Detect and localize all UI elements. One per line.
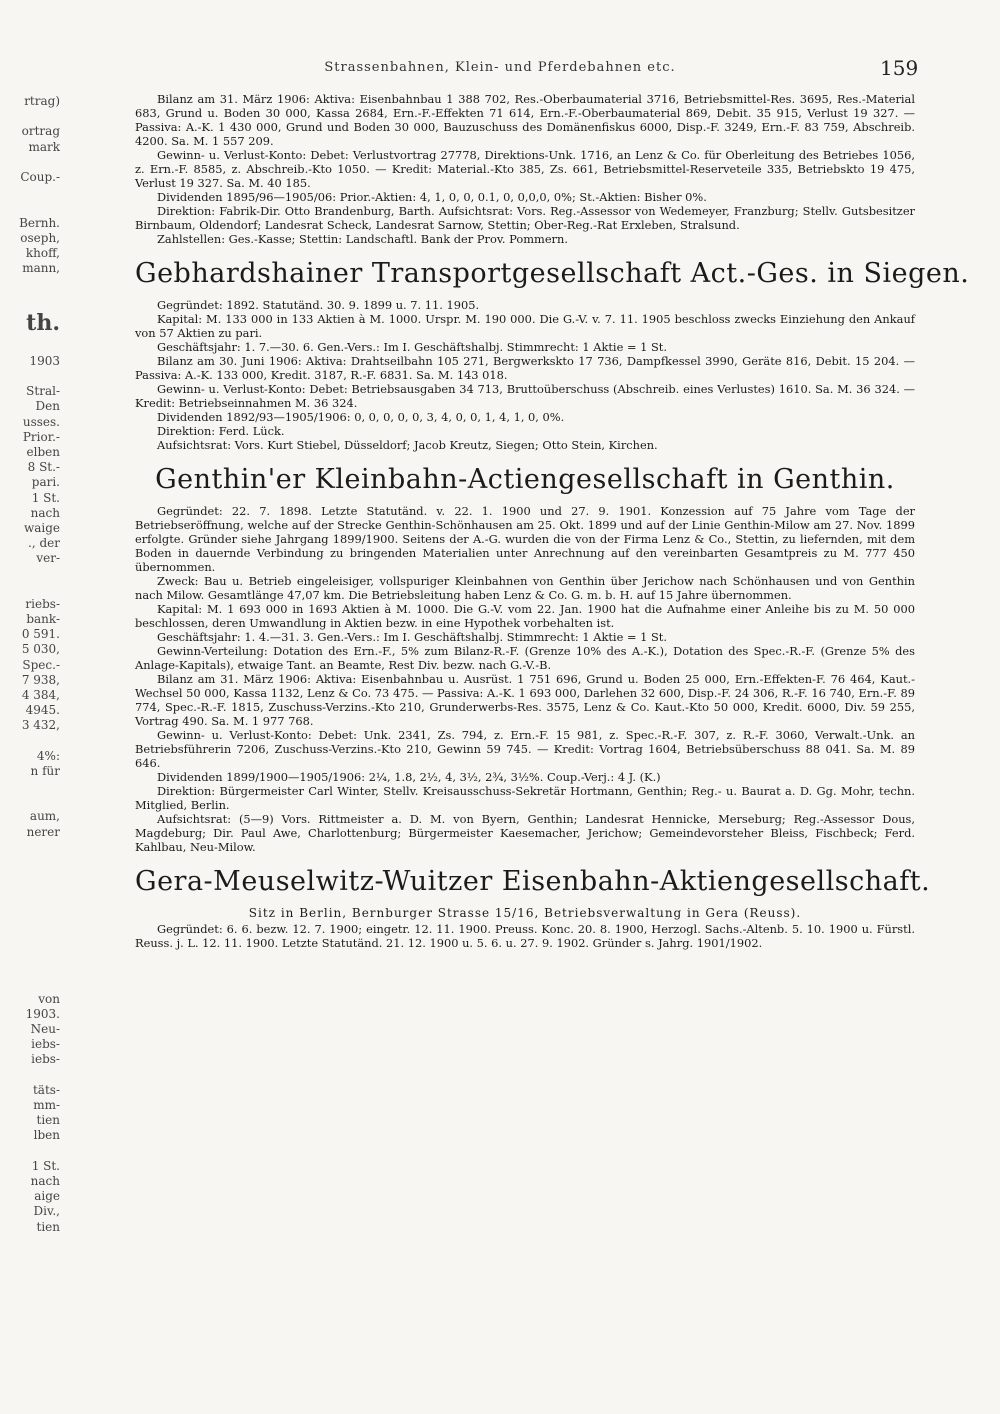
margin-fragment bbox=[0, 566, 60, 581]
margin-fragment bbox=[0, 916, 60, 931]
bilanz-paragraph: Bilanz am 30. Juni 1906: Aktiva: Drahtseilbahn 105 271, Bergwerkskto 17 736, Dampfkessel 3990, Geräte 816, Debit. 15 204. — Passiva: A.-K. 133 000, Kredit. 3187, R.-F. 6831. Sa. M. 143 018. bbox=[135, 354, 915, 382]
margin-fragment: Bernh. bbox=[19, 215, 60, 230]
margin-fragment: lben bbox=[33, 1128, 60, 1143]
margin-fragment bbox=[0, 977, 60, 992]
margin-fragment: aige bbox=[34, 1189, 60, 1204]
margin-fragment bbox=[0, 870, 60, 885]
previous-page-margin bbox=[0, 94, 60, 1235]
gegruendet-paragraph: Gegründet: 6. 6. bezw. 12. 7. 1900; eingetr. 12. 11. 1900. Preuss. Konc. 20. 8. 1900, Herzogl. Sachs.-Altenb. 5. 10. 1900 u. Fürstl. Reuss. j. L. 12. 11. 1900. Letzte Statutänd. 21. 12. 1900 u. 5. 6. u. 27. 9. 1902. Gründer s. Jahrg. 1901/1902. bbox=[135, 922, 915, 950]
margin-fragment bbox=[0, 1068, 60, 1083]
dividenden-paragraph: Dividenden 1895/96—1905/06: Prior.-Aktien: 4, 1, 0, 0, 0.1, 0, 0,0,0, 0%; St.-Aktien: Bisher 0%. bbox=[157, 190, 707, 204]
margin-fragment bbox=[0, 339, 60, 354]
margin-fragment: 4 384, bbox=[21, 687, 60, 702]
margin-fragment: nach bbox=[30, 1173, 60, 1188]
gewinn-paragraph: Gewinn- u. Verlust-Konto: Debet: Unk. 2341, Zs. 794, z. Ern.-F. 15 981, z. Spec.-R.-F. 307, z. R.-F. 3060, Verwalt.-Unk. an Betriebsführerin 7206, Zuschuss-Verzins.-Kto 210, Gewinn 59 745. — Kredit: Vortrag 1604, Betriebsüberschuss 88 041. Sa. M. 89 646. bbox=[135, 728, 915, 770]
margin-fragment bbox=[0, 901, 60, 916]
direktion-paragraph: Direktion: Ferd. Lück. bbox=[157, 424, 285, 438]
margin-fragment: ver- bbox=[36, 551, 60, 566]
dividenden-paragraph: Dividenden 1899/1900—1905/1906: 2¼, 1.8, 2½, 4, 3½, 2¾, 3½%. Coup.-Verj.: 4 J. (K.) bbox=[157, 770, 661, 784]
margin-fragment: täts- bbox=[32, 1082, 60, 1097]
page-number: 159 bbox=[880, 56, 919, 80]
margin-fragment bbox=[0, 840, 60, 855]
margin-fragment: Coup.- bbox=[20, 169, 60, 184]
margin-fragment: 7 938, bbox=[21, 672, 60, 687]
margin-fragment: 8 St.- bbox=[27, 460, 60, 475]
zweck-paragraph: Zweck: Bau u. Betrieb eingeleisiger, vollspuriger Kleinbahnen von Genthin über Jerichow nach Schönhausen und von Genthin nach Milow. Gesamtlänge 47,07 km. Die Betriebsleitung haben Lenz & Co. G. m. b. H. auf 15 Jahre übernommen. bbox=[135, 574, 915, 602]
company-entry-gera-meuselwitz bbox=[135, 864, 931, 950]
company-entry-continued bbox=[135, 92, 915, 246]
aufsichtsrat-paragraph: Aufsichtsrat: (5—9) Vors. Rittmeister a. D. M. von Byern, Genthin; Landesrat Hennicke, Merseburg; Reg.-Assessor Dous, Magdeburg; Dir. Paul Awe, Charlottenburg; Bürgermeister Kaesemacher, Jerichow; Gemeindevorsteher Bleiss, Fischbeck; Ferd. Kahlbau, Neu-Milow. bbox=[135, 812, 915, 854]
margin-fragment: riebs- bbox=[25, 596, 60, 611]
margin-fragment bbox=[0, 155, 60, 170]
dividenden-paragraph: Dividenden 1892/93—1905/1906: 0, 0, 0, 0, 0, 3, 4, 0, 0, 1, 4, 1, 0, 0%. bbox=[157, 410, 565, 424]
margin-fragment: 1903 bbox=[29, 353, 60, 368]
zahlstellen-paragraph: Zahlstellen: Ges.-Kasse; Stettin: Landschaftl. Bank der Prov. Pommern. bbox=[157, 232, 568, 246]
company-title: Genthin'er Kleinbahn-Actiengesellschaft in Genthin. bbox=[155, 464, 895, 495]
margin-fragment bbox=[0, 109, 60, 124]
bilanz-paragraph: Bilanz am 31. März 1906: Aktiva: Eisenbahnbau 1 388 702, Res.-Oberbaumaterial 3716, Betriebsmittel-Res. 3695, Res.-Material 683, Grund u. Boden 30 000, Kassa 2684, Ern.-F.-Effekten 71 614, Ern.-F.-Oberbaumaterial 869, Debit. 35 915, Verlust 19 327. — Passiva: A.-K. 1 430 000, Grund und Boden 30 000, Bauzuschuss des Domänenfiskus 6000, Disp.-F. 3249, Ern.-F. 83 759, Abschreib. 4200. Sa. M. 1 557 209. bbox=[135, 92, 915, 148]
margin-fragment: oseph, bbox=[20, 230, 60, 245]
margin-fragment bbox=[0, 946, 60, 961]
margin-fragment bbox=[0, 291, 60, 306]
geschaeftsjahr-paragraph: Geschäftsjahr: 1. 7.—30. 6. Gen.-Vers.: Im I. Geschäftshalbj. Stimmrecht: 1 Aktie = 1 St. bbox=[157, 340, 667, 354]
margin-fragment: von bbox=[38, 991, 60, 1006]
margin-fragment: 1 St. bbox=[31, 490, 60, 505]
margin-fragment bbox=[0, 885, 60, 900]
margin-fragment bbox=[0, 779, 60, 794]
margin-fragment: elben bbox=[26, 444, 60, 459]
company-title: Gera-Meuselwitz-Wuitzer Eisenbahn-Aktiengesellschaft. bbox=[135, 866, 931, 897]
margin-fragment: mm- bbox=[33, 1098, 60, 1112]
margin-fragment: mark bbox=[28, 139, 60, 154]
margin-fragment: th. bbox=[26, 309, 60, 336]
kapital-paragraph: Kapital: M. 1 693 000 in 1693 Aktien à M. 1000. Die G.-V. vom 22. Jan. 1900 hat die Aufnahme einer Anleihe bis zu M. 50 000 beschlossen, deren Umwandlung in Aktien bezw. in eine Hypothek vorbehalten ist. bbox=[135, 602, 915, 630]
company-title: Gebhardshainer Transportgesellschaft Act.-Ges. in Siegen. bbox=[135, 258, 970, 289]
margin-fragment: 3 432, bbox=[21, 718, 60, 733]
margin-fragment bbox=[0, 1144, 60, 1159]
gegruendet-paragraph: Gegründet: 1892. Statutänd. 30. 9. 1899 u. 7. 11. 1905. bbox=[157, 298, 480, 312]
margin-fragment: nerer bbox=[26, 824, 60, 839]
sitz-line: Sitz in Berlin, Bernburger Strasse 15/16, Betriebsverwaltung in Gera (Reuss). bbox=[248, 906, 802, 920]
margin-fragment: ortrag bbox=[21, 124, 60, 139]
margin-fragment: rtrag) bbox=[24, 94, 60, 108]
company-entry-gebhardshainer bbox=[135, 256, 970, 452]
margin-fragment: ., der bbox=[28, 536, 60, 551]
margin-fragment bbox=[0, 185, 60, 200]
margin-fragment: nach bbox=[30, 505, 60, 520]
geschaeftsjahr-paragraph: Geschäftsjahr: 1. 4.—31. 3. Gen.-Vers.: Im I. Geschäftshalbj. Stimmrecht: 1 Aktie = 1 St. bbox=[157, 630, 667, 644]
direktion-paragraph: Direktion: Fabrik-Dir. Otto Brandenburg, Barth. Aufsichtsrat: Vors. Reg.-Assessor von Wedemeyer, Franzburg; Stellv. Gutsbesitzer Birnbaum, Oldendorf; Landesrat Scheck, Landesrat Sarnow, Stettin; Ober-Reg.-Rat Erxleben, Stralsund. bbox=[135, 204, 915, 232]
margin-fragment: bank- bbox=[26, 612, 60, 626]
margin-fragment bbox=[0, 582, 60, 597]
margin-fragment: mann, bbox=[22, 261, 60, 276]
gewinn-paragraph: Gewinn- u. Verlust-Konto: Debet: Verlustvortrag 27778, Direktions-Unk. 1716, an Lenz & Co. für Oberleitung des Betriebes 1056, z. Ern.-F. 8585, z. Abschreib.-Kto 1050. — Kredit: Material.-Kto 385, Zs. 661, Betriebsmittel-Reserveteile 335, Betriebskto 19 475, Verlust 19 327. Sa. M. 40 185. bbox=[135, 148, 915, 190]
margin-fragment: 4%: bbox=[36, 748, 60, 763]
margin-fragment bbox=[0, 734, 60, 749]
margin-fragment: khoff, bbox=[25, 245, 60, 260]
page-content bbox=[135, 92, 970, 960]
margin-fragment: Stral- bbox=[26, 384, 60, 399]
margin-fragment: aum, bbox=[29, 809, 60, 824]
margin-fragment bbox=[0, 961, 60, 976]
margin-fragment: n für bbox=[30, 763, 60, 778]
margin-fragment: 0 591. bbox=[21, 627, 60, 642]
margin-fragment: Den bbox=[35, 399, 60, 414]
company-entry-genthiner bbox=[135, 462, 915, 854]
margin-fragment: waige bbox=[23, 520, 60, 535]
gegruendet-paragraph: Gegründet: 22. 7. 1898. Letzte Statutänd. v. 22. 1. 1900 und 27. 9. 1901. Konzession auf 75 Jahre vom Tage der Betriebseröffnung, welche auf der Strecke Genthin-Schönhausen am 25. Okt. 1899 und auf der Linie Genthin-Milow am 27. Nov. 1899 erfolgte. Gründer siehe Jahrgang 1899/1900. Seitens der A.-G. wurden die von der Firma Lenz & Co., Stettin, zu liefernden, mit dem Boden in dauernde Verbindung zu bringenden Materialien unter Anrechnung auf den vereinbarten Gesamtpreis zu M. 777 450 übernommen. bbox=[135, 504, 915, 574]
margin-fragment bbox=[0, 794, 60, 809]
margin-fragment: 1903. bbox=[25, 1006, 60, 1021]
gewinnverteilung-paragraph: Gewinn-Verteilung: Dotation des Ern.-F., 5% zum Bilanz-R.-F. (Grenze 10% des A.-K.), Dotation des Spec.-R.-F. (Grenze 5% des Anlage-Kapitals), etwaige Tant. an Beamte, Rest Div. bezw. nach G.-V.-B. bbox=[135, 644, 915, 672]
margin-fragment bbox=[0, 369, 60, 384]
margin-fragment bbox=[0, 276, 60, 291]
margin-fragment bbox=[0, 931, 60, 946]
gewinn-paragraph: Gewinn- u. Verlust-Konto: Debet: Betriebsausgaben 34 713, Bruttoüberschuss (Abschreib. eines Verlustes) 1610. Sa. M. 36 324. — Kredit: Betriebseinnahmen M. 36 324. bbox=[135, 382, 915, 410]
kapital-paragraph: Kapital: M. 133 000 in 133 Aktien à M. 1000. Urspr. M. 190 000. Die G.-V. v. 7. 11. 1905 beschloss zwecks Einziehung den Ankauf von 57 Aktien zu pari. bbox=[135, 312, 915, 340]
bilanz-paragraph: Bilanz am 31. März 1906: Aktiva: Eisenbahnbau u. Ausrüst. 1 751 696, Grund u. Boden 25 000, Ern.-Effekten-F. 76 464, Kaut.-Wechsel 50 000, Kassa 1132, Lenz & Co. 73 475. — Passiva: A.-K. 1 693 000, Darlehen 32 600, Disp.-F. 24 306, R.-F. 16 740, Ern.-F. 89 774, Spec.-R.-F. 1815, Zuschuss-Verzins.-Kto 210, Grunderwerbs-Res. 3575, Lenz & Co. Kaut.-Kto 50 000, Kredit. 6000, Div. 59 255, Vortrag 490. Sa. M. 1 977 768. bbox=[135, 672, 915, 728]
margin-fragment: tien bbox=[36, 1113, 60, 1128]
margin-fragment: 5 030, bbox=[21, 642, 60, 657]
aufsichtsrat-paragraph: Aufsichtsrat: Vors. Kurt Stiebel, Düsseldorf; Jacob Kreutz, Siegen; Otto Stein, Kirchen. bbox=[157, 438, 658, 452]
margin-fragment: iebs- bbox=[31, 1037, 60, 1052]
margin-fragment bbox=[0, 200, 60, 215]
margin-fragment bbox=[0, 855, 60, 870]
margin-fragment: Neu- bbox=[30, 1022, 60, 1037]
margin-fragment: 4945. bbox=[25, 703, 60, 718]
margin-fragment: iebs- bbox=[31, 1052, 60, 1067]
margin-fragment: tien bbox=[36, 1219, 60, 1234]
margin-fragment: Spec.- bbox=[22, 657, 60, 672]
margin-fragment: Prior.- bbox=[22, 429, 60, 444]
margin-fragment: 1 St. bbox=[31, 1158, 60, 1173]
margin-fragment: Div., bbox=[33, 1204, 60, 1219]
margin-fragment: usses. bbox=[22, 414, 60, 429]
direktion-paragraph: Direktion: Bürgermeister Carl Winter, Stellv. Kreisausschuss-Sekretär Hortmann, Genthin; Reg.- u. Baurat a. D. Gg. Mohr, techn. Mitglied, Berlin. bbox=[135, 784, 915, 812]
margin-fragment: pari. bbox=[31, 475, 60, 490]
running-title: Strassenbahnen, Klein- und Pferdebahnen etc. bbox=[324, 60, 676, 75]
